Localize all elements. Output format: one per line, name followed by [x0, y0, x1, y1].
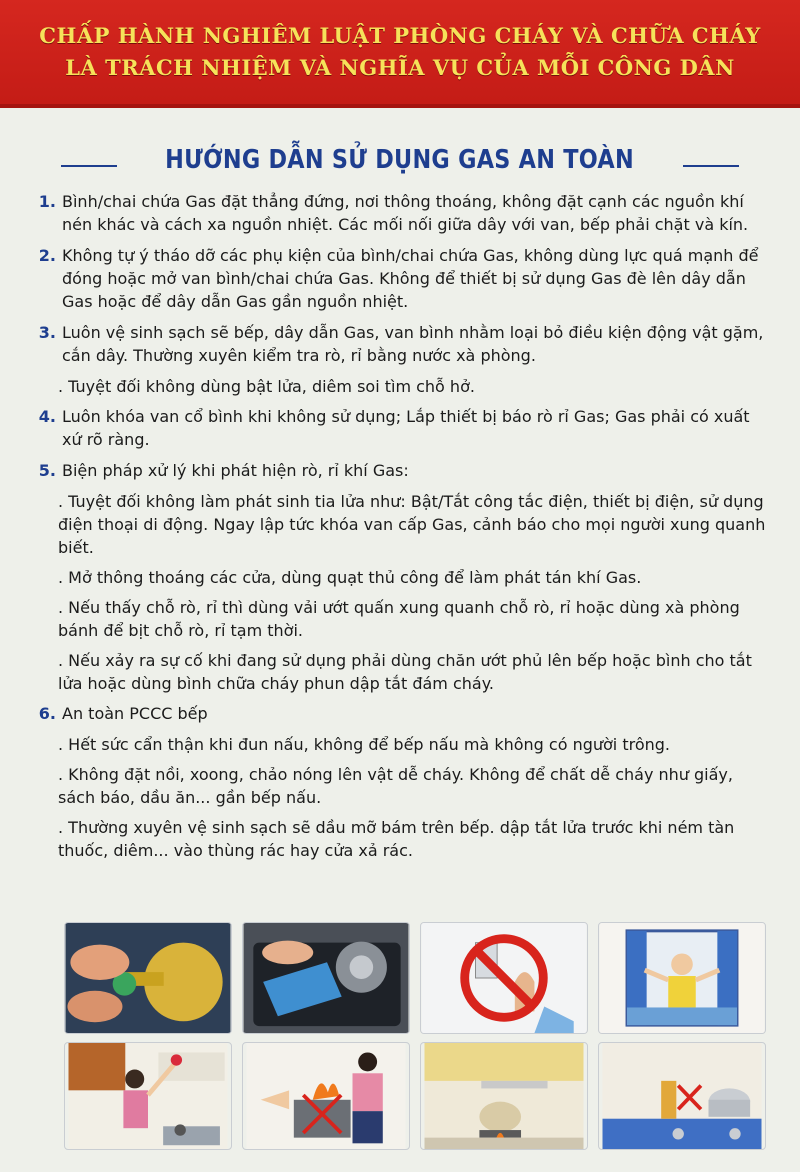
sub-item — [58, 375, 768, 398]
stove-cleaning-illustration — [242, 922, 410, 1034]
cooking-attention-illustration — [64, 1042, 232, 1150]
open-window-illustration — [598, 922, 766, 1034]
item-number: 2. — [38, 246, 56, 265]
item-text: Luôn vệ sinh sạch sẽ bếp, dây dẫn Gas, van bình nhằm loại bỏ điều kiện động vật gặm, cắn dây. Thường xuyên kiểm tra rò, rỉ bằng nước xà phòng. — [62, 323, 764, 365]
item-text: Không tự ý tháo dỡ các phụ kiện của bình/chai chứa Gas, không dùng lực quá mạnh để đóng hoặc mở van bình/chai chứa Gas. Không để thiết bị sử dụng Gas đè lên dây dẫn Gas hoặc để dây dẫn Gas gần nguồn nhiệt. — [62, 246, 759, 311]
fire-suppression-illustration — [242, 1042, 410, 1150]
sub-item — [58, 566, 768, 589]
open-window-icon — [599, 923, 765, 1033]
instruction-item-2 — [28, 244, 768, 313]
hot-pot-icon — [421, 1043, 587, 1149]
sub-item-text: . Nếu xảy ra sự cố khi đang sử dụng phải dùng chăn ướt phủ lên bếp hoặc bình cho tắt lửa hoặc dùng bình chữa cháy phun dập tắt đám cháy. — [58, 651, 752, 693]
instruction-item-5 — [28, 459, 768, 482]
sub-item — [58, 816, 768, 862]
sub-item-text: . Không đặt nồi, xoong, chảo nóng lên vật dễ cháy. Không để chất dễ cháy như giấy, sách báo, dầu ăn... gần bếp nấu. — [58, 765, 733, 807]
sub-item-text: . Hết sức cẩn thận khi đun nấu, không để bếp nấu mà không có người trông. — [58, 735, 670, 754]
sub-item-text: . Thường xuyên vệ sinh sạch sẽ dầu mỡ bám trên bếp. dập tắt lửa trước khi ném tàn thuốc, diêm... vào thùng rác hay cửa xả rác. — [58, 818, 735, 860]
item-text: An toàn PCCC bếp — [62, 704, 208, 723]
title-rule-right — [683, 165, 739, 167]
hot-pot-illustration — [420, 1042, 588, 1150]
title-rule-left — [61, 165, 117, 167]
flammables-illustration — [598, 1042, 766, 1150]
cooking-attention-icon — [65, 1043, 231, 1149]
sub-item-text: . Nếu thấy chỗ rò, rỉ thì dùng vải ướt quấn xung quanh chỗ rò, rỉ hoặc dùng xà phòng bánh để bịt chỗ rò, rỉ tạm thời. — [58, 598, 740, 640]
instruction-item-1 — [28, 190, 768, 236]
sub-item — [58, 733, 768, 756]
gas-valve-illustration — [64, 922, 232, 1034]
banner-line-2: LÀ TRÁCH NHIỆM VÀ NGHĨA VỤ CỦA MỖI CÔNG DÂN — [65, 55, 735, 80]
banner-line-1: CHẤP HÀNH NGHIÊM LUẬT PHÒNG CHÁY VÀ CHỮA CHÁY — [39, 23, 761, 48]
page-title: HƯỚNG DẪN SỬ DỤNG GAS AN TOÀN — [165, 145, 635, 175]
item-text: Luôn khóa van cổ bình khi không sử dụng; Lắp thiết bị báo rò rỉ Gas; Gas phải có xuất xứ rõ ràng. — [62, 407, 750, 449]
fire-suppression-icon — [243, 1043, 409, 1149]
item-number: 3. — [38, 323, 56, 342]
stove-cleaning-icon — [243, 923, 409, 1033]
item-number: 4. — [38, 407, 56, 426]
gas-valve-icon — [65, 923, 231, 1033]
sub-item — [58, 763, 768, 809]
instruction-item-3 — [28, 321, 768, 367]
instruction-item-4 — [28, 405, 768, 451]
item-text: Bình/chai chứa Gas đặt thẳng đứng, nơi thông thoáng, không đặt cạnh các nguồn khí nén khác và cách xa nguồn nhiệt. Các mối nối giữa dây với van, bếp phải chặt và kín. — [62, 192, 749, 234]
item-number: 1. — [38, 192, 56, 211]
item-number: 5. — [38, 461, 56, 480]
illustration-grid — [64, 922, 764, 1152]
sub-item — [58, 649, 768, 695]
instructions-list — [28, 190, 768, 869]
instruction-item-6 — [28, 702, 768, 725]
item-text: Biện pháp xử lý khi phát hiện rò, rỉ khí Gas: — [62, 461, 409, 480]
sub-item — [58, 490, 768, 559]
sub-item-text: . Mở thông thoáng các cửa, dùng quạt thủ công để làm phát tán khí Gas. — [58, 568, 642, 587]
no-lighter-illustration — [420, 922, 588, 1034]
sub-item-text: . Tuyệt đối không dùng bật lửa, diêm soi tìm chỗ hở. — [58, 377, 475, 396]
no-lighter-icon — [421, 923, 587, 1033]
flammables-icon — [599, 1043, 765, 1149]
header-banner — [0, 0, 800, 108]
sub-item-text: . Tuyệt đối không làm phát sinh tia lửa như: Bật/Tắt công tắc điện, thiết bị điện, sử dụng điện thoại di động. Ngay lập tức khóa van cấp Gas, cảnh báo cho mọi người xung quanh biết. — [58, 492, 766, 557]
sub-item — [58, 596, 768, 642]
title-row — [0, 140, 800, 180]
item-number: 6. — [38, 704, 56, 723]
